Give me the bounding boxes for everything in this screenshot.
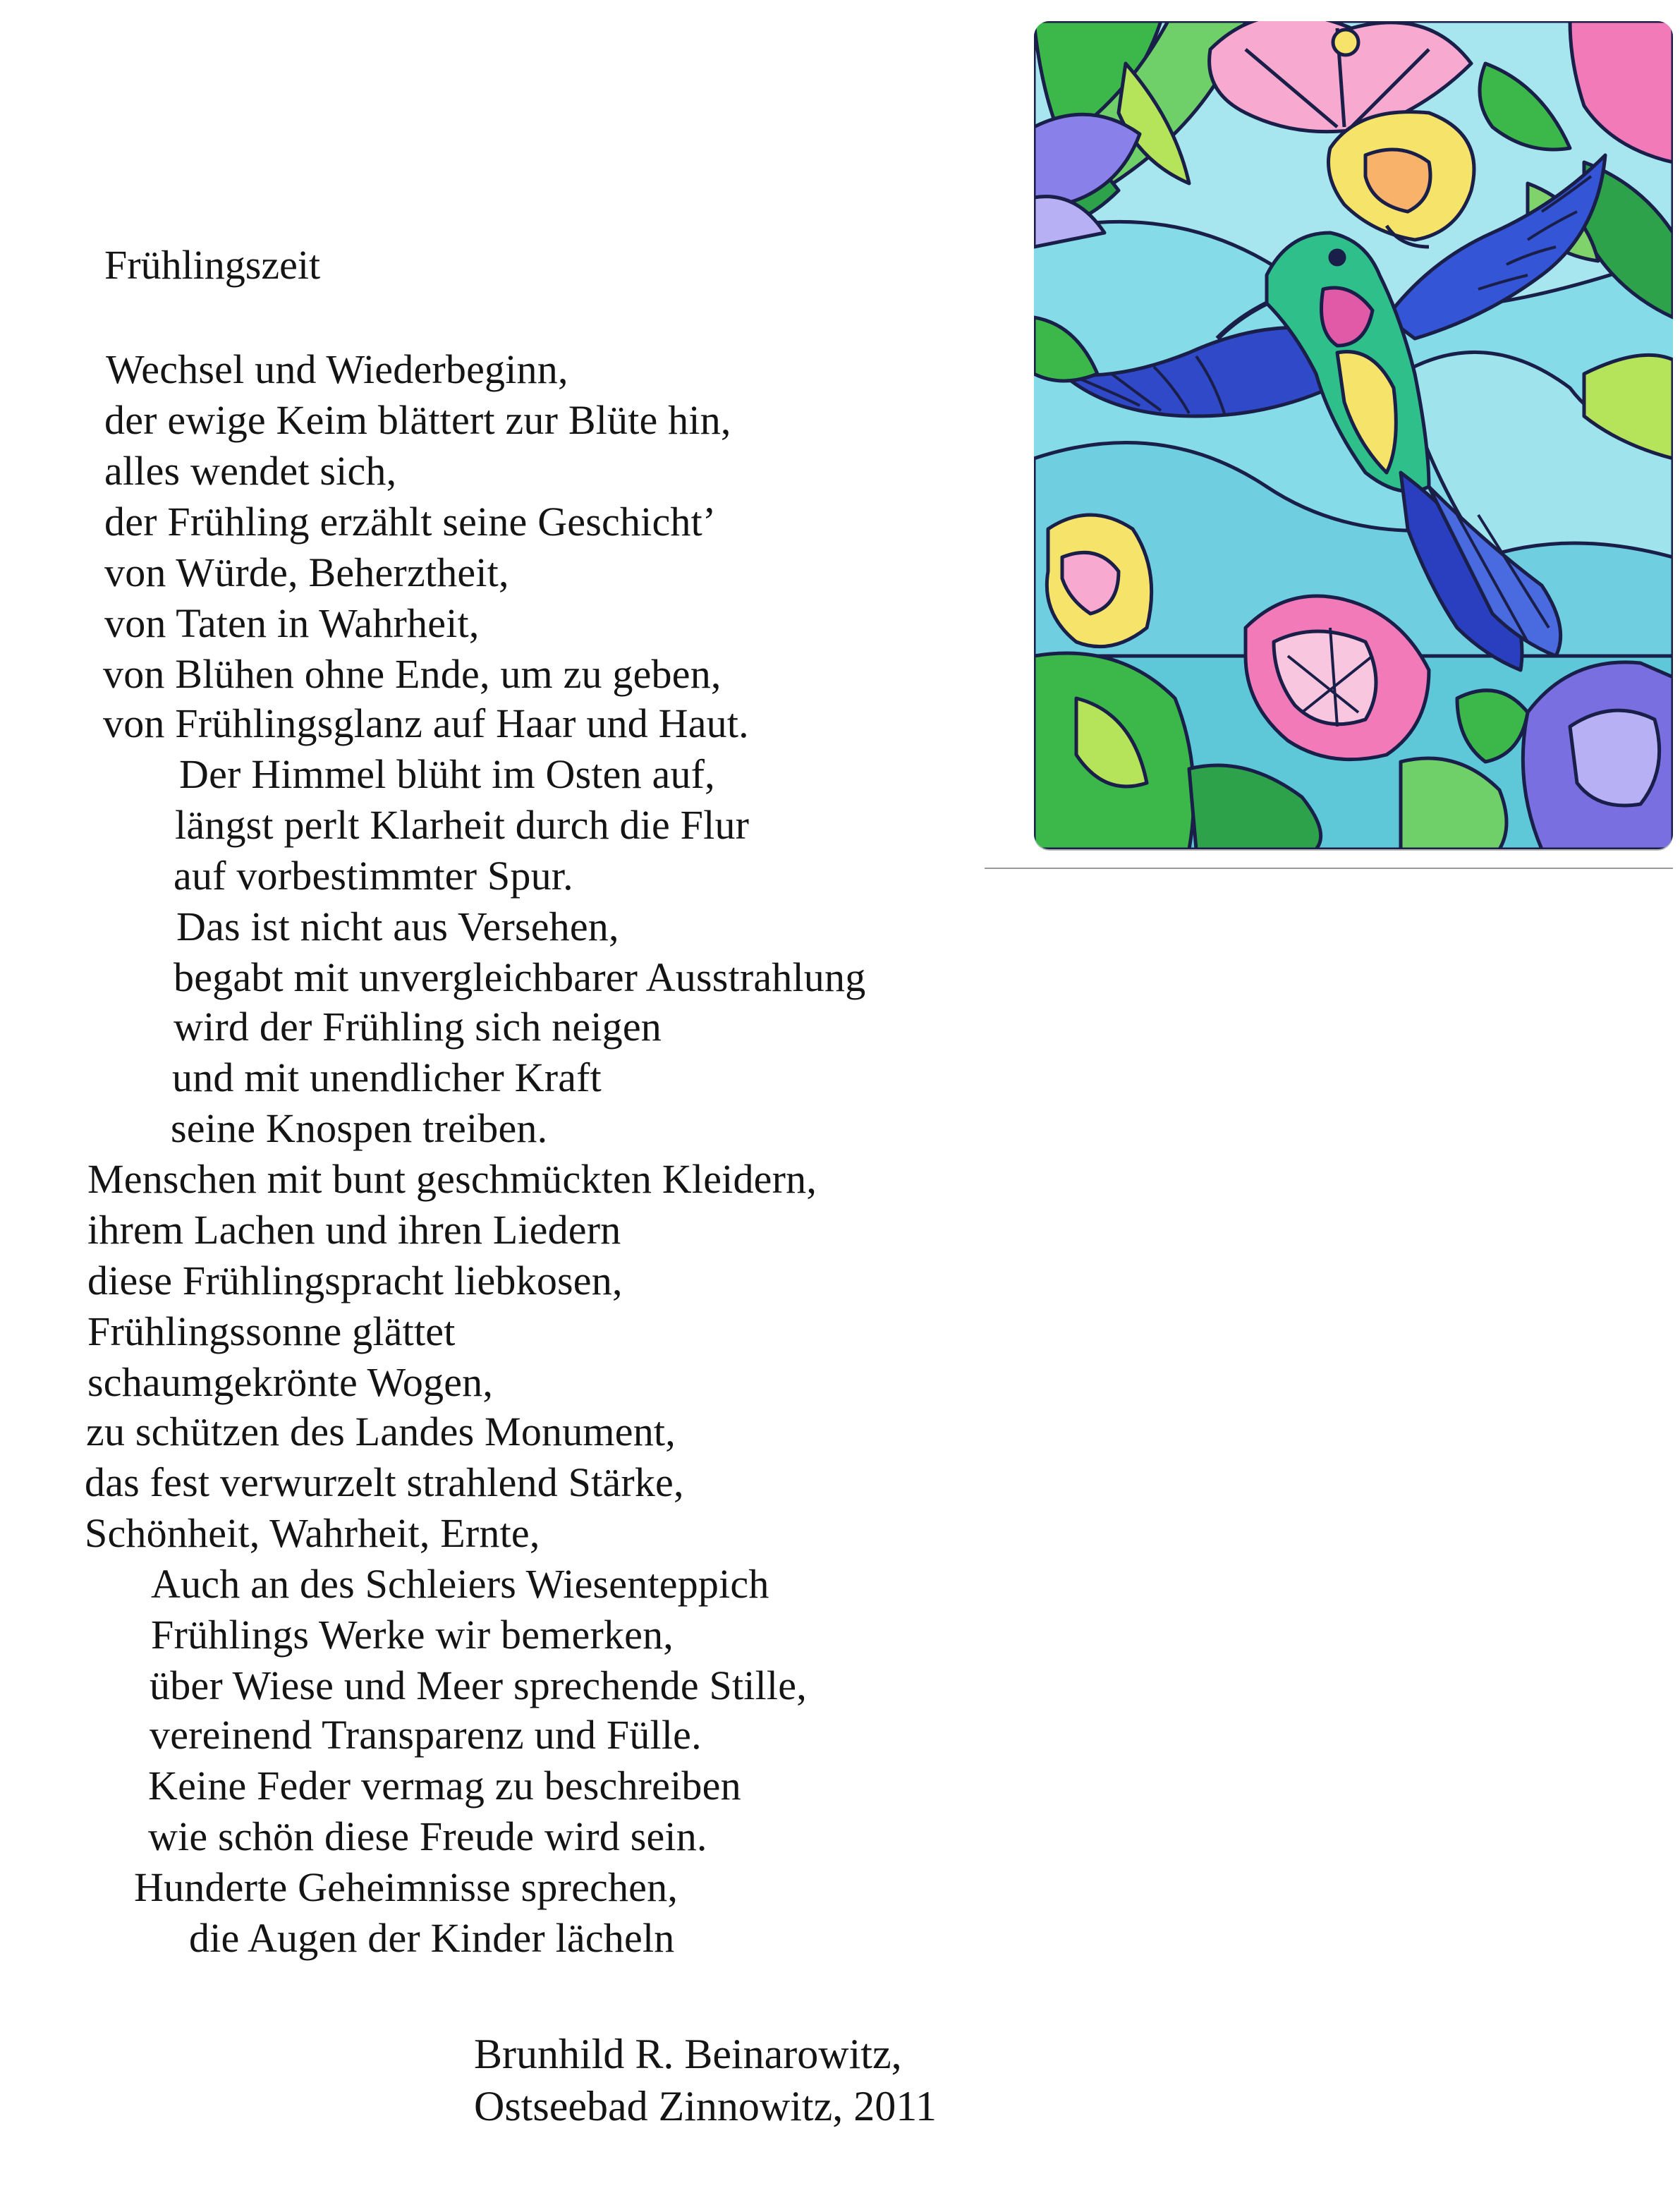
poem-line: Das ist nicht aus Versehen, [176,904,619,949]
poem-line: der Frühling erzählt seine Geschicht’ [104,499,717,545]
poem-line: begabt mit unvergleichbarer Ausstrahlung [174,954,866,1000]
poem-line: vereinend Transparenz und Fülle. [150,1712,702,1758]
poem-line: von Taten in Wahrheit, [104,600,480,646]
poem-line: zu schützen des Landes Monument, [86,1409,676,1454]
poem-title: Frühlingszeit [104,242,321,288]
poem-line: Schönheit, Wahrheit, Ernte, [85,1510,540,1556]
poem-line: Keine Feder vermag zu beschreiben [148,1763,741,1809]
poem-line: diese Frühlingspracht liebkosen, [87,1258,623,1303]
poem-line: seine Knospen treiben. [171,1105,548,1151]
author-name: Brunhild R. Beinarowitz, [474,2031,902,2077]
poem-line: die Augen der Kinder lächeln [189,1915,675,1961]
poem-line: über Wiese und Meer sprechende Stille, [150,1663,807,1708]
poem-line: alles wendet sich, [104,448,397,494]
poem-line: Der Himmel blüht im Osten auf, [179,751,715,797]
poem-line: Hunderte Geheimnisse sprechen, [134,1864,678,1910]
hummingbird-illustration [1034,21,1673,849]
poem-line: von Frühlingsglanz auf Haar und Haut. [103,700,749,746]
place-and-year: Ostseebad Zinnowitz, 2011 [474,2083,937,2129]
poem-line: wird der Frühling sich neigen [174,1004,662,1050]
poem-line: wie schön diese Freude wird sein. [148,1813,707,1859]
poem-line: und mit unendlicher Kraft [172,1055,602,1100]
poem-line: Wechsel und Wiederbeginn, [106,346,568,392]
poem-line: Frühlingssonne glättet [87,1308,456,1354]
poem-line: schaumgekrönte Wogen, [87,1359,494,1405]
illustration-bottom-edge [985,868,1673,869]
poem-line: von Würde, Beherztheit, [104,549,509,595]
poem-line: auf vorbestimmter Spur. [174,853,573,899]
poem-line: Auch an des Schleiers Wiesenteppich [151,1561,769,1607]
poem-line: der ewige Keim blättert zur Blüte hin, [104,397,731,443]
poem-line: das fest verwurzelt strahlend Stärke, [85,1459,684,1505]
poem-line: längst perlt Klarheit durch die Flur [175,802,750,848]
poem-line: ihrem Lachen und ihren Liedern [87,1207,621,1253]
poem-line: Frühlings Werke wir bemerken, [151,1612,674,1658]
poem-line: Menschen mit bunt geschmückten Kleidern, [87,1156,817,1202]
poem-line: von Blühen ohne Ende, um zu geben, [103,651,722,697]
